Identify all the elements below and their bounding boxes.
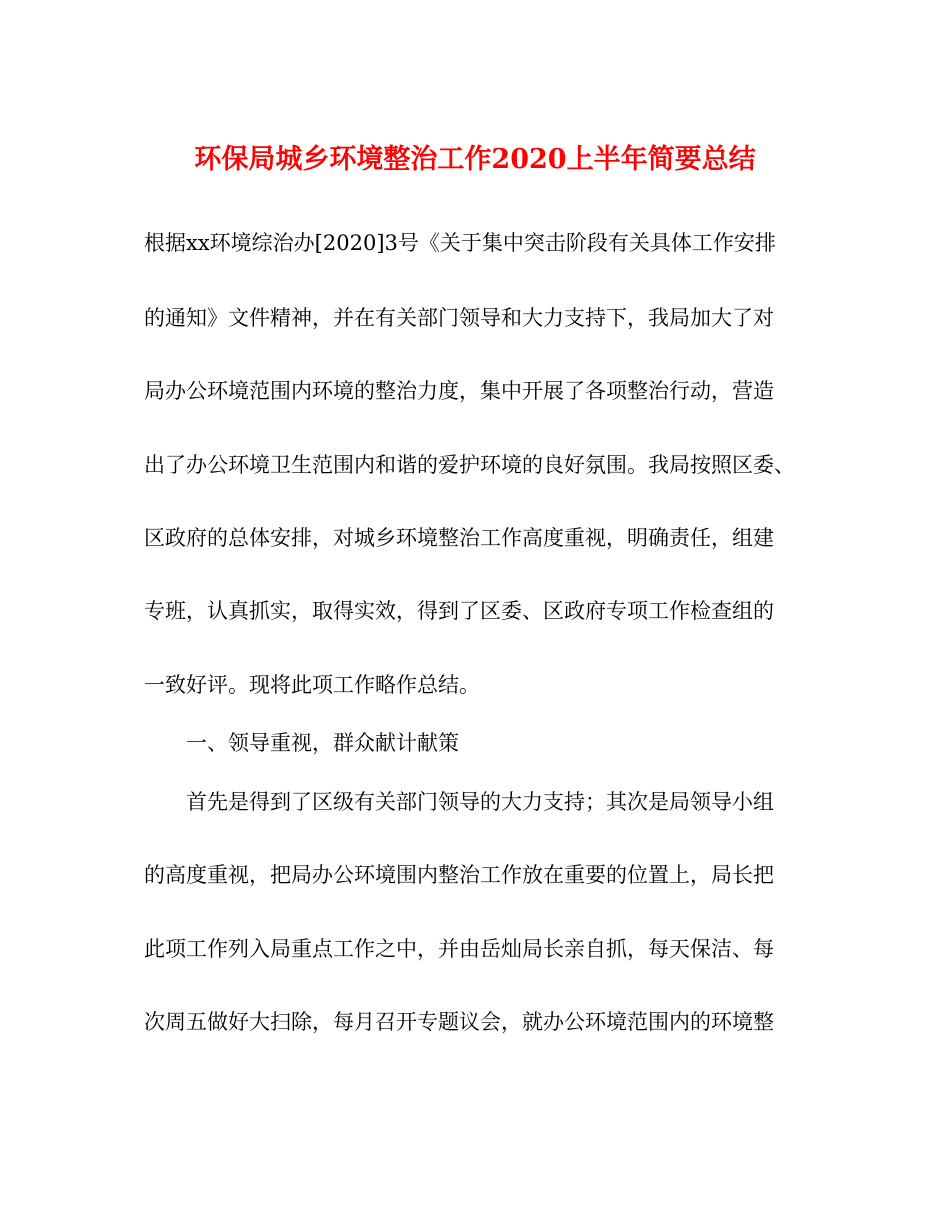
paragraph-line: 一致好评。现将此项工作略作总结。 bbox=[144, 673, 480, 697]
paragraph-line: 首先是得到了区级有关部门领导的大力支持；其次是局领导小组 bbox=[186, 790, 774, 814]
paragraph-line: 的高度重视，把局办公环境围内整治工作放在重要的位置上，局长把 bbox=[144, 863, 774, 887]
paragraph-line: 局办公环境范围内环境的整治力度，集中开展了各项整治行动，营造 bbox=[144, 379, 774, 403]
paragraph-line: 的通知》文件精神，并在有关部门领导和大力支持下，我局加大了对 bbox=[144, 306, 774, 330]
document-title: 环保局城乡环境整治工作2020上半年简要总结 bbox=[194, 144, 756, 175]
paragraph-line: 出了办公环境卫生范围内和谐的爱护环境的良好氛围。我局按照区委、 bbox=[144, 453, 795, 477]
section-heading: 一、领导重视，群众献计献策 bbox=[186, 731, 459, 755]
paragraph-line: 根据xx环境综治办[2020]3号《关于集中突击阶段有关具体工作安排 bbox=[144, 231, 776, 255]
paragraph-line: 区政府的总体安排，对城乡环境整治工作高度重视，明确责任，组建 bbox=[144, 526, 774, 550]
paragraph-line: 专班，认真抓实，取得实效，得到了区委、区政府专项工作检查组的 bbox=[144, 599, 774, 623]
paragraph-line: 次周五做好大扫除，每月召开专题议会，就办公环境范围内的环境整 bbox=[144, 1010, 774, 1034]
paragraph-line: 此项工作列入局重点工作之中，并由岳灿局长亲自抓，每天保洁、每 bbox=[144, 937, 774, 961]
